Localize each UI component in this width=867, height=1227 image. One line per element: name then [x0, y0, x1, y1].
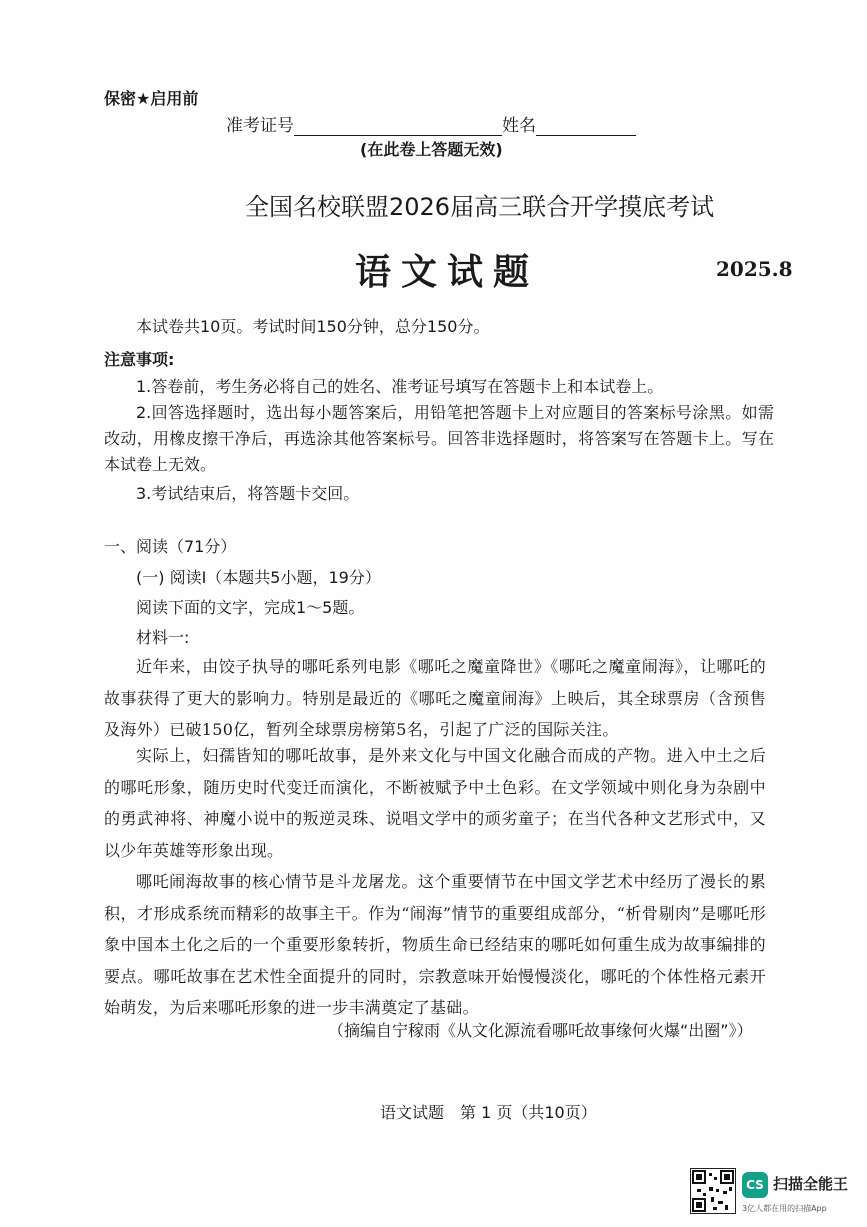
name-blank[interactable] — [536, 117, 636, 136]
subject-title: 语文试题 — [355, 251, 540, 293]
camscanner-logo: CS — [742, 1172, 768, 1198]
note-item: 2.回答选择题时，选出每小题答案后，用铅笔把答题卡上对应题目的答案标号涂黑。如需改动，用橡皮擦干净后，再选涂其他答案标号。回答非选择题时，将答案写在答题卡上。写在本试卷上无效。 — [104, 403, 774, 474]
exam-date: 2025.8 — [716, 257, 793, 281]
material-label: 材料一: — [136, 628, 190, 647]
material-paragraph: 哪吒闹海故事的核心情节是斗龙屠龙。这个重要情节在中国文学艺术中经历了漫长的累积，才形成系统而精彩的故事主干。作为“闹海”情节的重要组成部分，“析骨剔肉”是哪吒形象中国本土化之后的一个重要形象转折，物质生命已经结束的哪吒如何重生成为故事编排的要点。哪吒故事在艺术性全面提升的同时，宗教意味开始慢慢淡化，哪吒的个体性格元素开始萌发，为后来哪吒形象的进一步丰满奠定了基础。 — [104, 872, 766, 1017]
section-heading: 一、阅读（71分） — [104, 537, 237, 556]
qr-code-icon — [690, 1168, 736, 1214]
candidate-info-line — [226, 111, 636, 136]
exam-id-blank[interactable] — [294, 117, 502, 136]
note-item: 1.答卷前，考生务必将自己的姓名、准考证号填写在答题卡上和本试卷上。 — [136, 377, 664, 396]
page-footer: 语文试题 第 1 页（共10页） — [380, 1103, 597, 1122]
intro-text: 本试卷共10页。考试时间150分钟，总分150分。 — [136, 317, 490, 336]
camscanner-name: 扫描全能王 — [773, 1175, 849, 1193]
name-label: 姓名 — [502, 116, 536, 136]
exam-id-label: 准考证号 — [226, 116, 294, 136]
exam-title: 全国名校联盟2026届高三联合开学摸底考试 — [245, 193, 715, 221]
note-item: 3.考试结束后，将答题卡交回。 — [136, 484, 360, 503]
subsection-heading: (一) 阅读Ⅰ（本题共5小题，19分） — [136, 568, 381, 587]
material-paragraph: 实际上，妇孺皆知的哪吒故事，是外来文化与中国文化融合而成的产物。进入中土之后的哪吒形象，随历史时代变迁而演化，不断被赋予中土色彩。在文学领域中则化身为杂剧中的勇武神将、神魔小说中的叛逆灵珠、说唱文学中的顽劣童子；在当代各种文艺形式中，又以少年英雄等形象出现。 — [104, 746, 766, 860]
camscanner-tagline: 3亿人都在用的扫描App — [742, 1204, 827, 1213]
citation: （摘编自宁稼雨《从文化源流看哪吒故事缘何火爆“出圈”》） — [328, 1021, 753, 1040]
material-paragraph: 近年来，由饺子执导的哪吒系列电影《哪吒之魔童降世》《哪吒之魔童闹海》，让哪吒的故事获得了更大的影响力。特别是最近的《哪吒之魔童闹海》上映后，其全球票房（含预售及海外）已破150亿，暂列全球票房榜第5名，引起了广泛的国际关注。 — [104, 657, 766, 739]
reading-instruction: 阅读下面的文字，完成1～5题。 — [136, 598, 365, 617]
notes-heading: 注意事项: — [104, 350, 175, 369]
confidential-label: 保密★启用前 — [104, 89, 199, 108]
invalid-note: (在此卷上答题无效) — [360, 140, 503, 159]
